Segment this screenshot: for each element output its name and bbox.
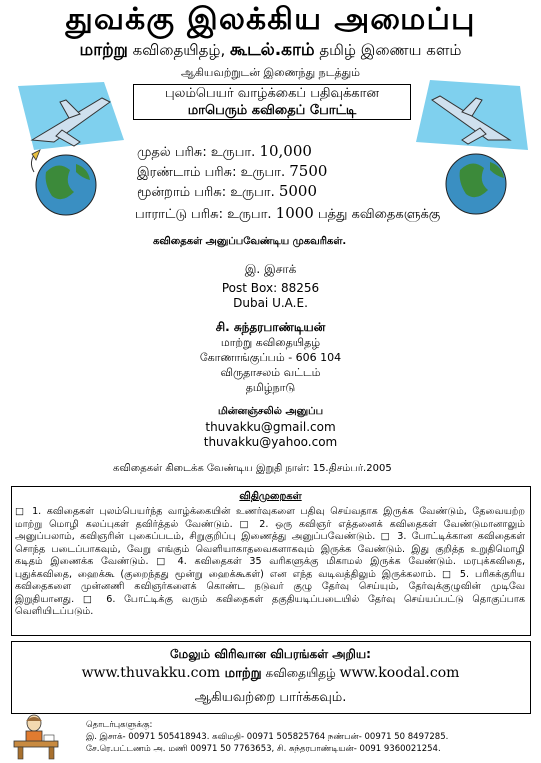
email-gmail-link[interactable]: thuvakku@gmail.com [205, 420, 336, 434]
more-info-heading: மேலும் விரிவான விபரங்கள் அறிய: [170, 647, 371, 661]
address-heading: கவிதைகள் அனுப்பவேண்டிய முகவரிகள். [153, 236, 347, 247]
email-heading: மின்னஞ்சலில் அனுப்ப [217, 406, 324, 417]
page-title: துவக்கு இலக்கிய அமைப்பு [65, 2, 476, 37]
address2-line2: கோணாங்குப்பம் - 606 104 [199, 351, 342, 364]
site-koodal-link[interactable]: www.koodal.com [339, 665, 460, 681]
more-info-sites [0, 665, 541, 682]
plane-globe-right-icon [410, 78, 535, 218]
rules-title: விதிமுறைகள் [239, 491, 302, 502]
address2-line1: மாற்று கவிதையிதழ் [220, 336, 321, 349]
contact-heading: தொடர்புகளுக்கு: [86, 720, 153, 730]
person-at-desk-icon [4, 713, 68, 761]
deadline-text: கவிதைகள் கிடைக்க வேண்டிய இறுதி நாள்: 15.திசம்பர்.2005 [113, 463, 392, 474]
address1-line1: Post Box: 88256 [221, 281, 320, 295]
brand-koodal: கூடல்.காம் [230, 40, 315, 60]
brand-tail: கவிதையிதழ் [261, 666, 340, 680]
contest-banner [133, 84, 411, 120]
prize-appreciation: பாராட்டு பரிசு: உருபா. 1000 பத்து கவிதைகளுக்கு [135, 204, 441, 222]
address1-name: இ. இசாக் [244, 262, 297, 276]
subtitle-end: தமிழ் இணைய களம் [314, 41, 462, 59]
subtitle-line [0, 40, 541, 62]
contact-line-1: இ. இசாக்- 00971 505418943. கவிமதி- 00971 505825764 நண்பன்- 00971 50 8497285. [86, 732, 449, 742]
address1-line2: Dubai U.A.E. [233, 296, 308, 310]
banner-line-1: புலம்பெயர் வாழ்க்கைப் பதிவுக்கான [164, 86, 380, 101]
prize-second: இரண்டாம் பரிசு: உருபா. 7500 [137, 162, 328, 180]
prize-first: முதல் பரிசு: உருபா. 10,000 [137, 142, 312, 160]
subtitle-middle: கவிதையிதழ், [127, 41, 231, 59]
prize-third: மூன்றாம் பரிசு: உருபா. 5000 [137, 182, 318, 200]
site-thuvakku-link[interactable]: www.thuvakku.com [81, 665, 221, 681]
address2-name: சி. சுந்தரபாண்டியன் [215, 320, 326, 334]
plane-globe-left-icon [14, 80, 129, 220]
brand-maatru-footer: மாற்று [224, 666, 262, 681]
brand-maatru: மாற்று [79, 40, 128, 60]
contact-line-2: சே.ரெ.பட்டணம் அ. மணி 00971 50 7763653, சி. சுந்தரபாண்டியன்- 0091 9360021254. [86, 744, 441, 754]
address2-line4: தமிழ்நாடு [245, 381, 296, 394]
rules-text: □ 1. கவிதைகள் புலம்பெயர்ந்த வாழ்க்கையின் உணர்வுகளை பதிவு செய்வதாக இருக்க வேண்டும், தேவையற்ற மாற்று மொழி கலப்புகள் தவிர்த்தல் வேண்டும். □ 2. ஒரு கவிஞர் எத்தனைக் கவிதைகள் வேண்டுமானாலும் அனுப்பலாம், கவிஞரின் புகைப்படம், சிறுகுறிப்பு இணைத்து அனுப்பவேண்டும். □ 3. போட்டிக்கான கவிதைகள் சொந்த படைப்பாகவும், வேறு எங்கும் வெளியாகாதவைகளாகவும் இருக்க வேண்டும். இது குறித்த உறுதிமொழி கடிதம் இணைக்க வேண்டும். □ 4. கவிதைகள் 35 வரிகளுக்கு மிகாமல் இருக்க வேண்டும். மரபுக்கவிதை, புதுக்கவிதை, ஹைக்கூ (குறைந்தது மூன்று ஹைக்கூகள்) என எந்த வடிவத்திலும் இருக்கலாம். □ 5. பரிசுக்குரிய கவிதைகளை முன்னணி கவிஞர்களைக் கொண்ட நடுவர் குழு தேர்வு செய்யும், தேர்வுக்குழுவின் முடிவே இறுதியானது. □ 6. போட்டிக்கு வரும் கவிதைகள் தகுதியடிப்படையில் தேர்வு செய்யப்பட்டு தொகுப்பாக வெளியிடப்படும். [15, 506, 525, 617]
banner-line-2: மாபெரும் கவிதைப் போட்டி [187, 103, 357, 118]
together-line: ஆகியவற்றுடன் இணைந்து நடத்தும் [180, 66, 361, 79]
email-yahoo-link[interactable]: thuvakku@yahoo.com [203, 435, 338, 449]
more-info-footer: ஆகியவற்றை பார்க்கவும். [194, 690, 347, 705]
address2-line3: விருதாசலம் வட்டம் [220, 366, 321, 379]
